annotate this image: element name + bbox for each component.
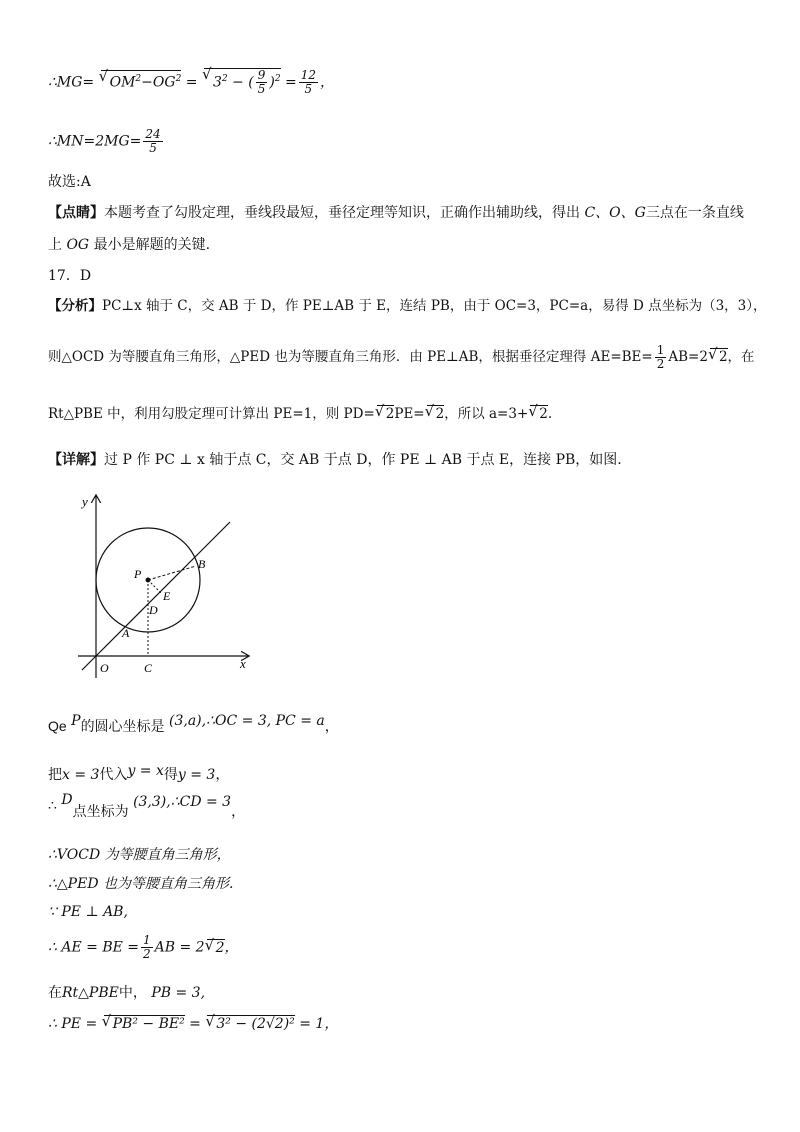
comment-16-line2: 上 OG 最小是解题的关键.	[48, 237, 211, 253]
label-x: x	[240, 656, 246, 671]
analysis-line3: Rt△PBE 中，利用勾股定理可计算出 PE=1，则 PD=√ 2PE=√ 2，所以 a=3+√ 2.	[48, 404, 552, 424]
label-p: P	[134, 567, 142, 581]
step-9: ∴ PE = √ PB² − BE² = √ 3² − (2√2)² = 1，	[48, 1014, 338, 1034]
line-y-eq-x	[82, 522, 230, 670]
point-p	[146, 578, 151, 583]
label-y: y	[82, 494, 88, 509]
step-8: 在Rt△PBE中， PB = 3,	[48, 985, 206, 1001]
label-d: D	[149, 603, 158, 617]
mg-formula: ∴MG= √ $OM^2-OG^2$ = √ $3^2$ − ( $\frac{9}{5}$ )$^2$ = $\frac{12}{5}$ ，	[48, 68, 334, 96]
step-6: ∵ PE ⊥ AB,	[48, 904, 128, 920]
label-o: O	[100, 661, 109, 675]
mg-result: $\frac{12}{5}$	[300, 68, 317, 96]
step-1: Qe P的圆心坐标是 (3,a),∴OC = 3, PC = a，	[48, 713, 339, 735]
detail-line: 【详解】过 P 作 PC ⊥ x 轴于点 C，交 AB 于点 D，作 PE ⊥ AB 于点 E，连接 PB，如图.	[48, 452, 622, 468]
step-3: ∴ D点坐标为 (3,3),∴CD = 3，	[48, 792, 246, 820]
mg-root: √ $OM^2-OG^2$	[101, 70, 182, 91]
answer-16: 故选:A	[48, 174, 91, 190]
mn-formula: ∴MN=2MG= $\frac{24}{5}$	[48, 127, 161, 155]
label-b: B	[198, 557, 206, 571]
comment-16-line1: 【点睛】本题考查了勾股定理，垂线段最短，垂径定理等知识，正确作出辅助线，得出 C、O、G三点在一条直线	[48, 205, 744, 221]
geometry-figure	[60, 490, 260, 680]
mg-root-2: √ $3^2$ − ( $\frac{9}{5}$ )$^2$	[204, 68, 281, 96]
problem-17-number: 17．D	[48, 268, 92, 284]
label-c: C	[144, 661, 153, 675]
step-4: ∴VOCD 为等腰直角三角形，	[48, 847, 231, 863]
segment-pe	[148, 580, 162, 594]
mg-prefix: ∴MG=	[48, 74, 95, 91]
step-5: ∴△PED 也为等腰直角三角形.	[48, 876, 234, 892]
label-a: A	[122, 626, 130, 640]
segment-pb	[148, 566, 196, 580]
label-e: E	[163, 589, 171, 603]
mn-result: $\frac{24}{5}$	[145, 127, 161, 155]
analysis-line1: 【分析】PC⊥x 轴于 C，交 AB 于 D，作 PE⊥AB 于 E，连结 PB，由于 OC=3，PC=a，易得 D 点坐标为（3，3），	[48, 298, 767, 314]
step-7: ∴ AE = BE = $\frac{1}{2}$ AB = 2√ 2，	[48, 934, 239, 961]
analysis-line2: 则△OCD 为等腰直角三角形，△PED 也为等腰直角三角形．由 PE⊥AB，根据垂径定理得 AE=BE= $\frac{1}{2}$ AB=2√ 2，在	[48, 344, 755, 371]
step-2: 把x = 3代入y = x得y = 3，	[48, 763, 230, 783]
